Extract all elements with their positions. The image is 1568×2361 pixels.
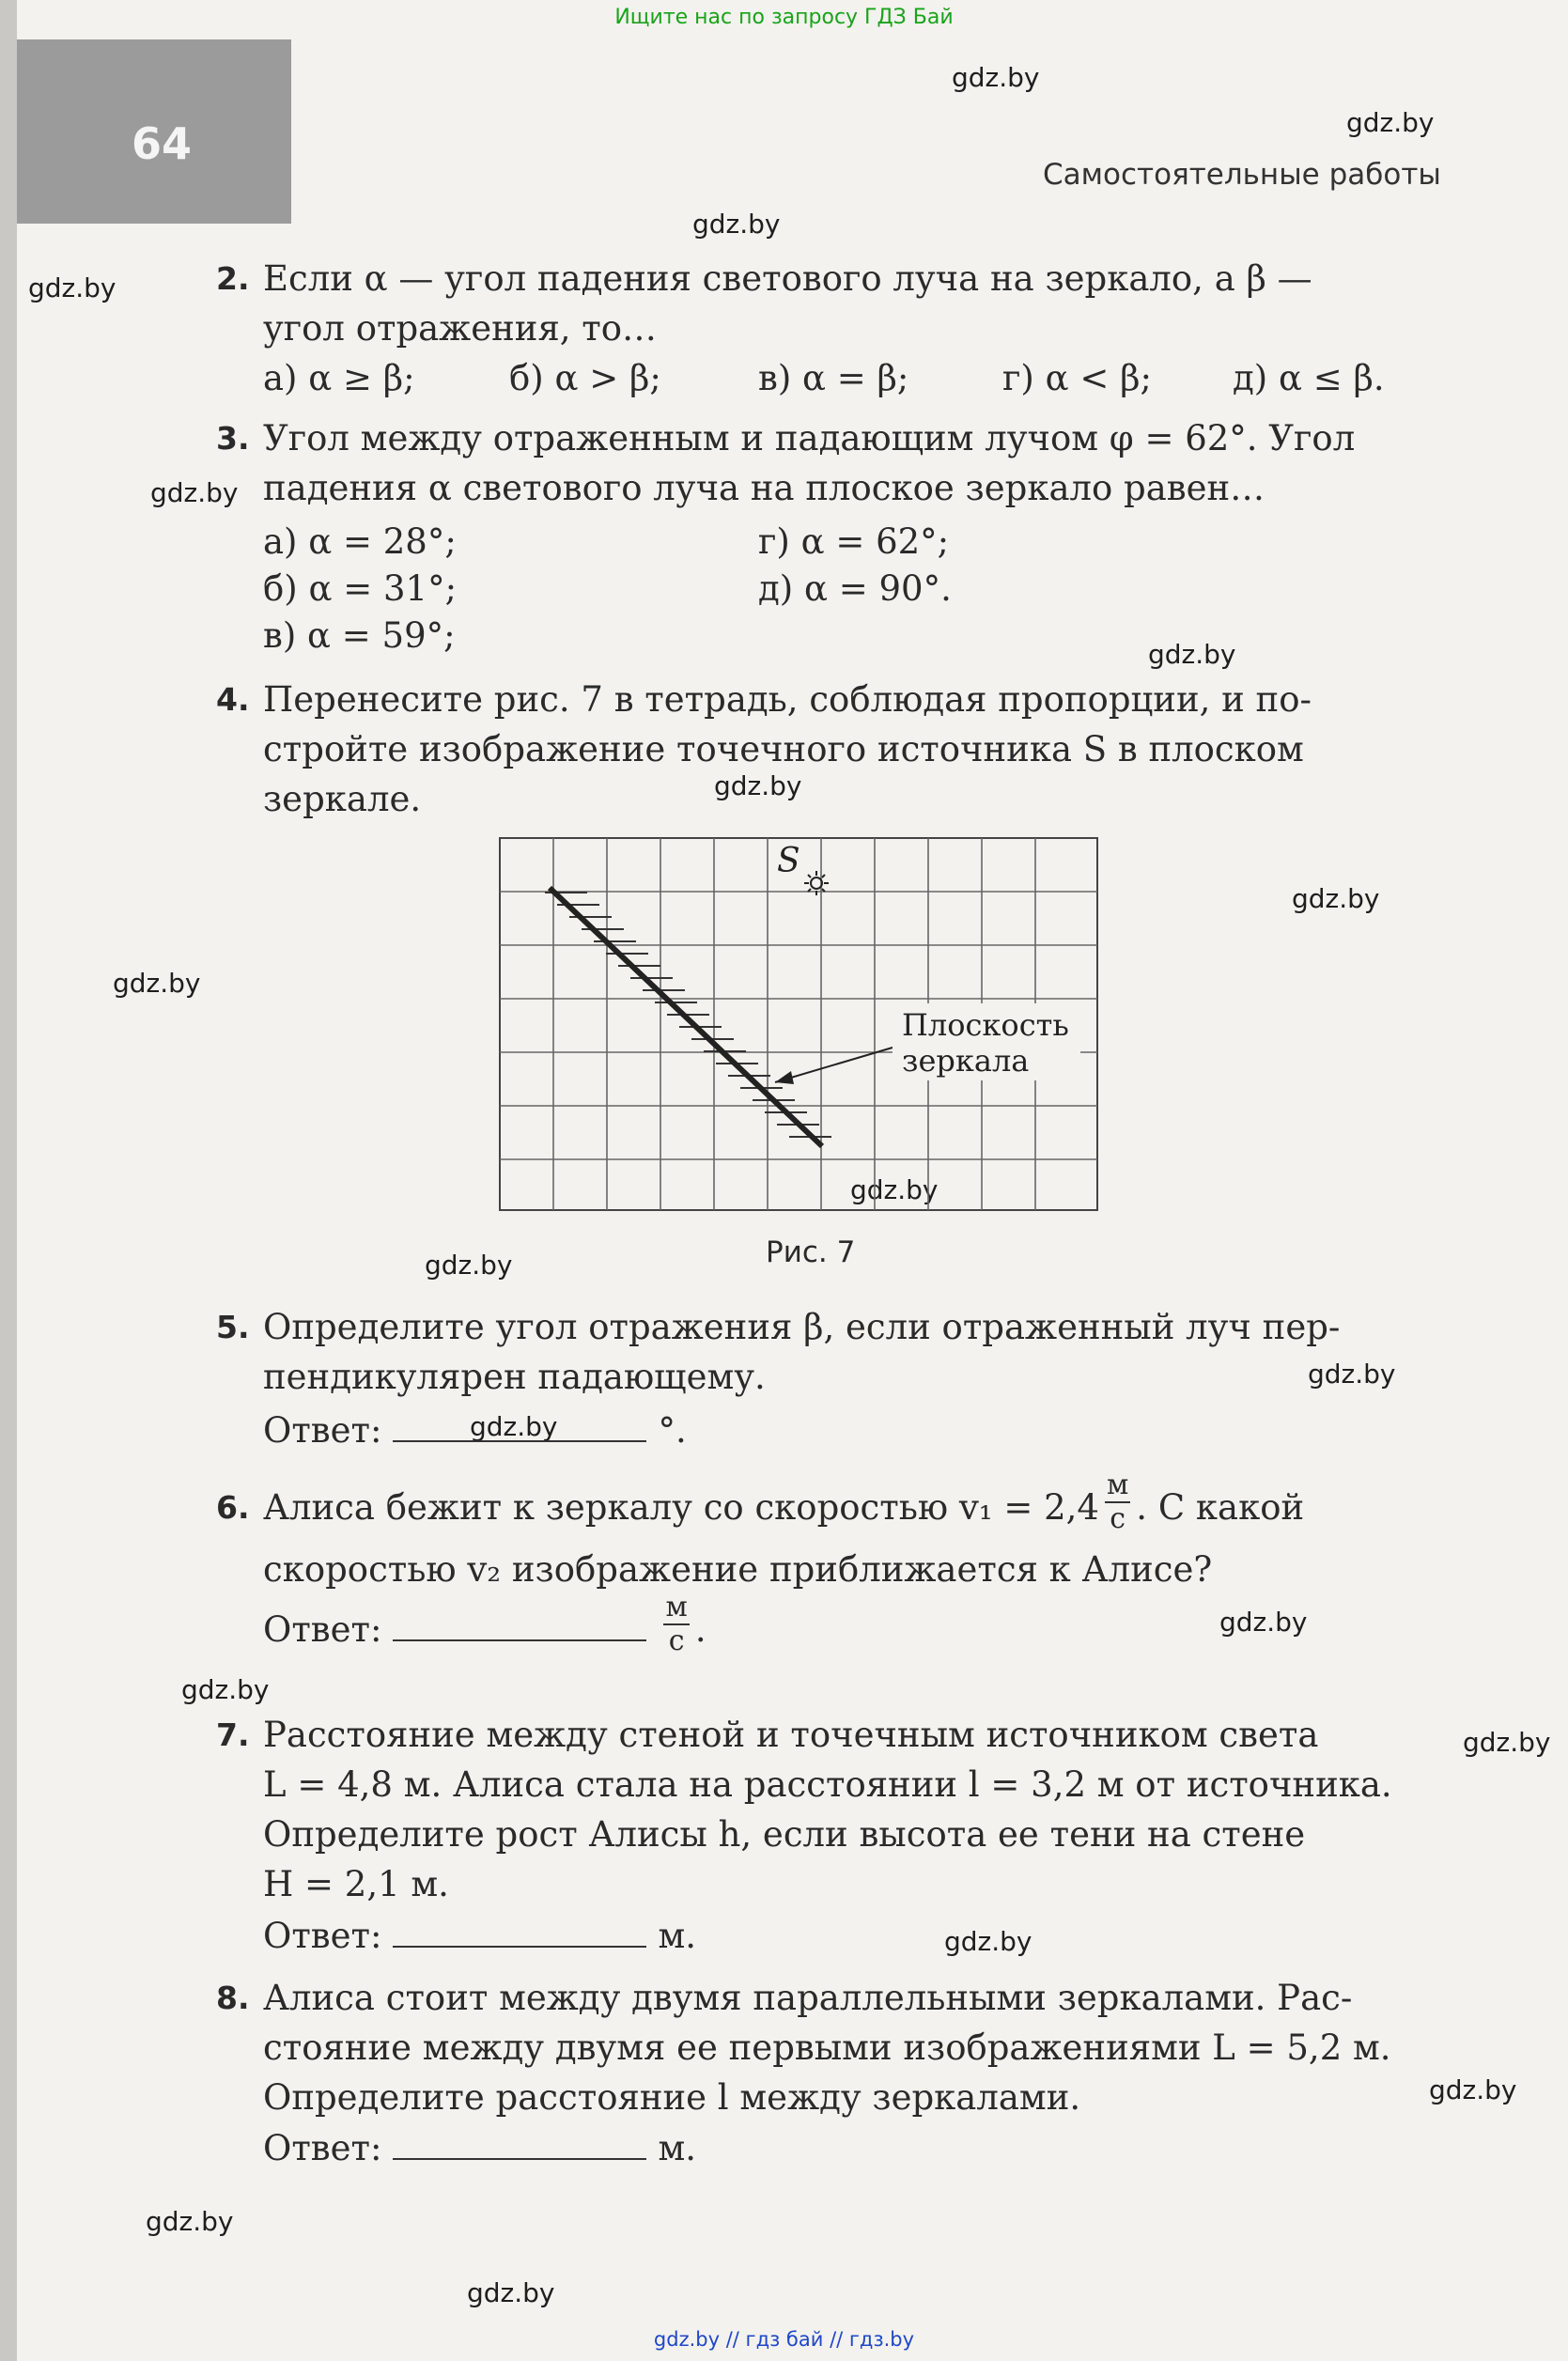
section-title: Самостоятельные работы: [1043, 158, 1441, 192]
problem-text: пендикулярен падающему.: [263, 1357, 766, 1397]
mirror-plane: [550, 888, 822, 1146]
answer-row: [263, 1406, 687, 1455]
watermark: gdz.by: [28, 272, 116, 303]
problem-number: 2.: [216, 260, 250, 297]
answer-blank[interactable]: [393, 1916, 646, 1948]
unit-denominator: с: [1110, 1501, 1126, 1535]
watermark: gdz.by: [1463, 1727, 1551, 1758]
problem-7: [218, 1710, 1439, 1964]
watermark: gdz.by: [1219, 1607, 1308, 1638]
problem-text: Определите рост Алисы h, если высота ее тени на стене: [263, 1814, 1306, 1855]
problem-text: Алиса стоит между двумя параллельными зеркалами. Рас-: [263, 1978, 1353, 2018]
problem-5: [218, 1302, 1439, 1462]
problem-text: падения α светового луча на плоское зеркало равен…: [263, 468, 1265, 508]
watermark: gdz.by: [146, 2206, 234, 2237]
unit-numerator: м: [665, 1590, 688, 1623]
option-c: в) α = β;: [758, 358, 909, 398]
answer-blank[interactable]: [393, 1410, 646, 1442]
answer-row: [263, 1911, 696, 1961]
problem-text: Определите угол отражения β, если отраженный луч пер-: [263, 1307, 1341, 1347]
watermark: gdz.by: [425, 1250, 513, 1281]
problem-text: стояние между двумя ее первыми изображениями L = 5,2 м.: [263, 2027, 1391, 2068]
answer-label: Ответ:: [263, 1609, 382, 1650]
page-number: 64: [132, 118, 193, 169]
problem-text: скоростью v₂ изображение приближается к Алисе?: [263, 1549, 1213, 1590]
unit-fraction: [1105, 1469, 1130, 1535]
option-b: б) α = 31°;: [263, 568, 458, 609]
problem-6: [216, 1468, 1439, 1670]
option-a: а) α ≥ β;: [263, 358, 415, 398]
answer-blank[interactable]: [393, 1609, 646, 1641]
problem-number: 3.: [216, 420, 250, 457]
problem-text: H = 2,1 м.: [263, 1864, 449, 1904]
unit-fraction: [663, 1592, 689, 1657]
problem-text: Определите расстояние l между зеркалами.: [263, 2077, 1081, 2118]
answer-label: Ответ:: [263, 2128, 382, 2168]
problem-text-part: Алиса бежит к зеркалу со скоростью v₁ = 2,4: [263, 1487, 1099, 1528]
problem-number: 8.: [216, 1980, 250, 2016]
watermark: gdz.by: [181, 1674, 270, 1705]
watermark: gdz.by: [1148, 639, 1236, 670]
page-edge: [0, 0, 17, 2361]
answer-unit: м.: [658, 2128, 697, 2168]
problem-text-part: . С какой: [1136, 1487, 1305, 1528]
figure-caption: Рис. 7: [766, 1235, 856, 1269]
problem-number: 4.: [216, 681, 250, 718]
problem-4: [218, 675, 1439, 834]
answer-row: [263, 2123, 696, 2173]
watermark: gdz.by: [113, 968, 201, 999]
watermark: gdz.by: [1308, 1359, 1396, 1390]
watermark: gdz.by: [850, 1174, 939, 1205]
watermark: gdz.by: [714, 770, 802, 801]
option-d: г) α < β;: [1002, 358, 1152, 398]
watermark: gdz.by: [467, 2277, 555, 2308]
problem-text: угол отражения, то…: [263, 308, 658, 349]
answer-unit: м.: [658, 1916, 697, 1956]
unit-numerator: м: [1106, 1468, 1129, 1501]
problem-text: зеркале.: [263, 779, 422, 819]
option-a: а) α = 28°;: [263, 521, 457, 562]
figure-7: [498, 836, 1099, 1212]
option-e: д) α ≤ β.: [1233, 358, 1385, 398]
answer-row: [263, 1590, 706, 1657]
answer-label: Ответ:: [263, 1410, 382, 1451]
problem-text: Угол между отраженным и падающим лучом φ = 62°. Угол: [263, 418, 1356, 458]
watermark: gdz.by: [1429, 2074, 1517, 2105]
watermark: gdz.by: [470, 1411, 558, 1442]
answer-unit: °.: [658, 1410, 687, 1451]
mirror-hatching: [545, 893, 831, 1137]
problem-2: [218, 254, 1439, 404]
problem-number: 7.: [216, 1716, 250, 1753]
problem-text: [263, 1468, 1305, 1535]
bottom-banner[interactable]: gdz.by // гдз бай // гдз.by: [653, 2328, 915, 2351]
arrow-head: [775, 1071, 794, 1084]
answer-label: Ответ:: [263, 1916, 382, 1956]
problem-text: Расстояние между стеной и точечным источником света: [263, 1715, 1319, 1755]
problem-8: [218, 1973, 1439, 2180]
answer-end: .: [694, 1609, 706, 1650]
unit-denominator: с: [668, 1623, 685, 1657]
problem-text: Если α — угол падения светового луча на зеркало, а β —: [263, 258, 1312, 299]
problem-text: L = 4,8 м. Алиса стала на расстоянии l = 3,2 м от источника.: [263, 1764, 1392, 1805]
problem-number: 6.: [216, 1489, 250, 1526]
watermark: gdz.by: [1292, 883, 1380, 914]
option-e: д) α = 90°.: [758, 568, 952, 609]
top-banner[interactable]: Ищите нас по запросу ГДЗ Бай: [614, 6, 954, 29]
source-label: S: [777, 842, 800, 880]
mirror-label-line1: Плоскость: [902, 1007, 1069, 1043]
watermark: gdz.by: [1346, 107, 1435, 138]
option-b: б) α > β;: [509, 358, 661, 398]
option-c: в) α = 59°;: [263, 615, 456, 656]
mirror-label-line2: зеркала: [902, 1043, 1030, 1079]
problem-text: стройте изображение точечного источника S в плоском: [263, 729, 1304, 769]
answer-blank[interactable]: [393, 2128, 646, 2160]
option-d: г) α = 62°;: [758, 521, 950, 562]
problem-3: [218, 413, 1439, 667]
watermark: gdz.by: [692, 209, 781, 240]
watermark: gdz.by: [150, 477, 239, 508]
problem-number: 5.: [216, 1309, 250, 1345]
problem-text: Перенесите рис. 7 в тетрадь, соблюдая пропорции, и по-: [263, 679, 1312, 720]
watermark: gdz.by: [944, 1926, 1032, 1957]
watermark: gdz.by: [952, 62, 1040, 93]
